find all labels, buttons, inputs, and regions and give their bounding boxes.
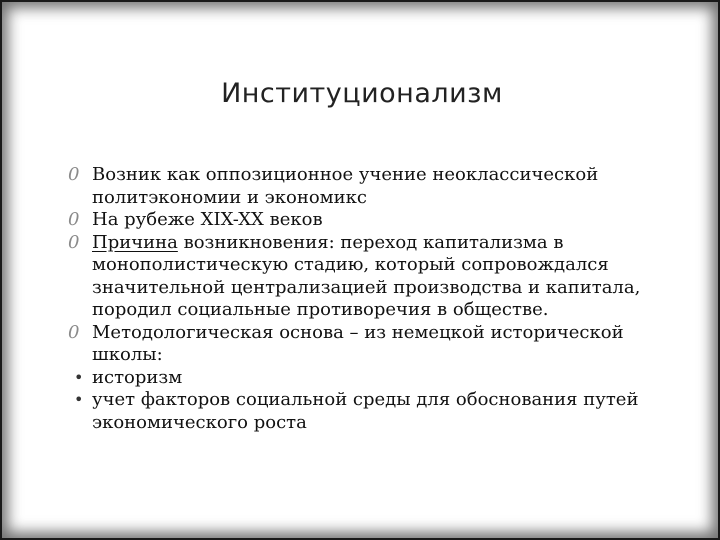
bullet-marker-icon: 0 [68, 164, 80, 185]
bullet-item-methodology [68, 322, 668, 367]
sub-bullet-dot-icon: • [74, 367, 84, 387]
sub-bullet-dot-icon: • [74, 390, 84, 409]
sub-bullet-item-social-factors [68, 389, 668, 434]
bullet-text: возникновения: переход капитализма в монополистическую стадию, который сопровождался значительной централизацией производства и капитала, породил социальные противоречия в обществе. [92, 231, 641, 320]
sub-bullet-text: учет факторов социальной среды для обоснования путей экономического роста [92, 389, 639, 433]
bullet-marker-icon: 0 [68, 209, 80, 230]
bullet-text-underlined: Причина [92, 231, 178, 253]
slide-title: Институционализм [221, 78, 503, 109]
bullet-item-cause [68, 232, 668, 322]
bullet-marker-icon: 0 [68, 231, 80, 253]
bullet-item-period [68, 209, 668, 232]
sub-bullet-item-historicism [68, 367, 668, 390]
sub-bullet-text: историзм [92, 366, 183, 388]
slide-content [68, 164, 668, 434]
bullet-item-origin [68, 164, 668, 209]
bullet-text: Возник как оппозиционное учение неоклассической политэкономии и экономикс [92, 164, 599, 208]
bullet-text: Методологическая основа – из немецкой исторической школы: [92, 321, 624, 365]
bullet-text: На рубеже XIX-XX веков [92, 209, 323, 230]
bullet-marker-icon: 0 [68, 321, 80, 343]
